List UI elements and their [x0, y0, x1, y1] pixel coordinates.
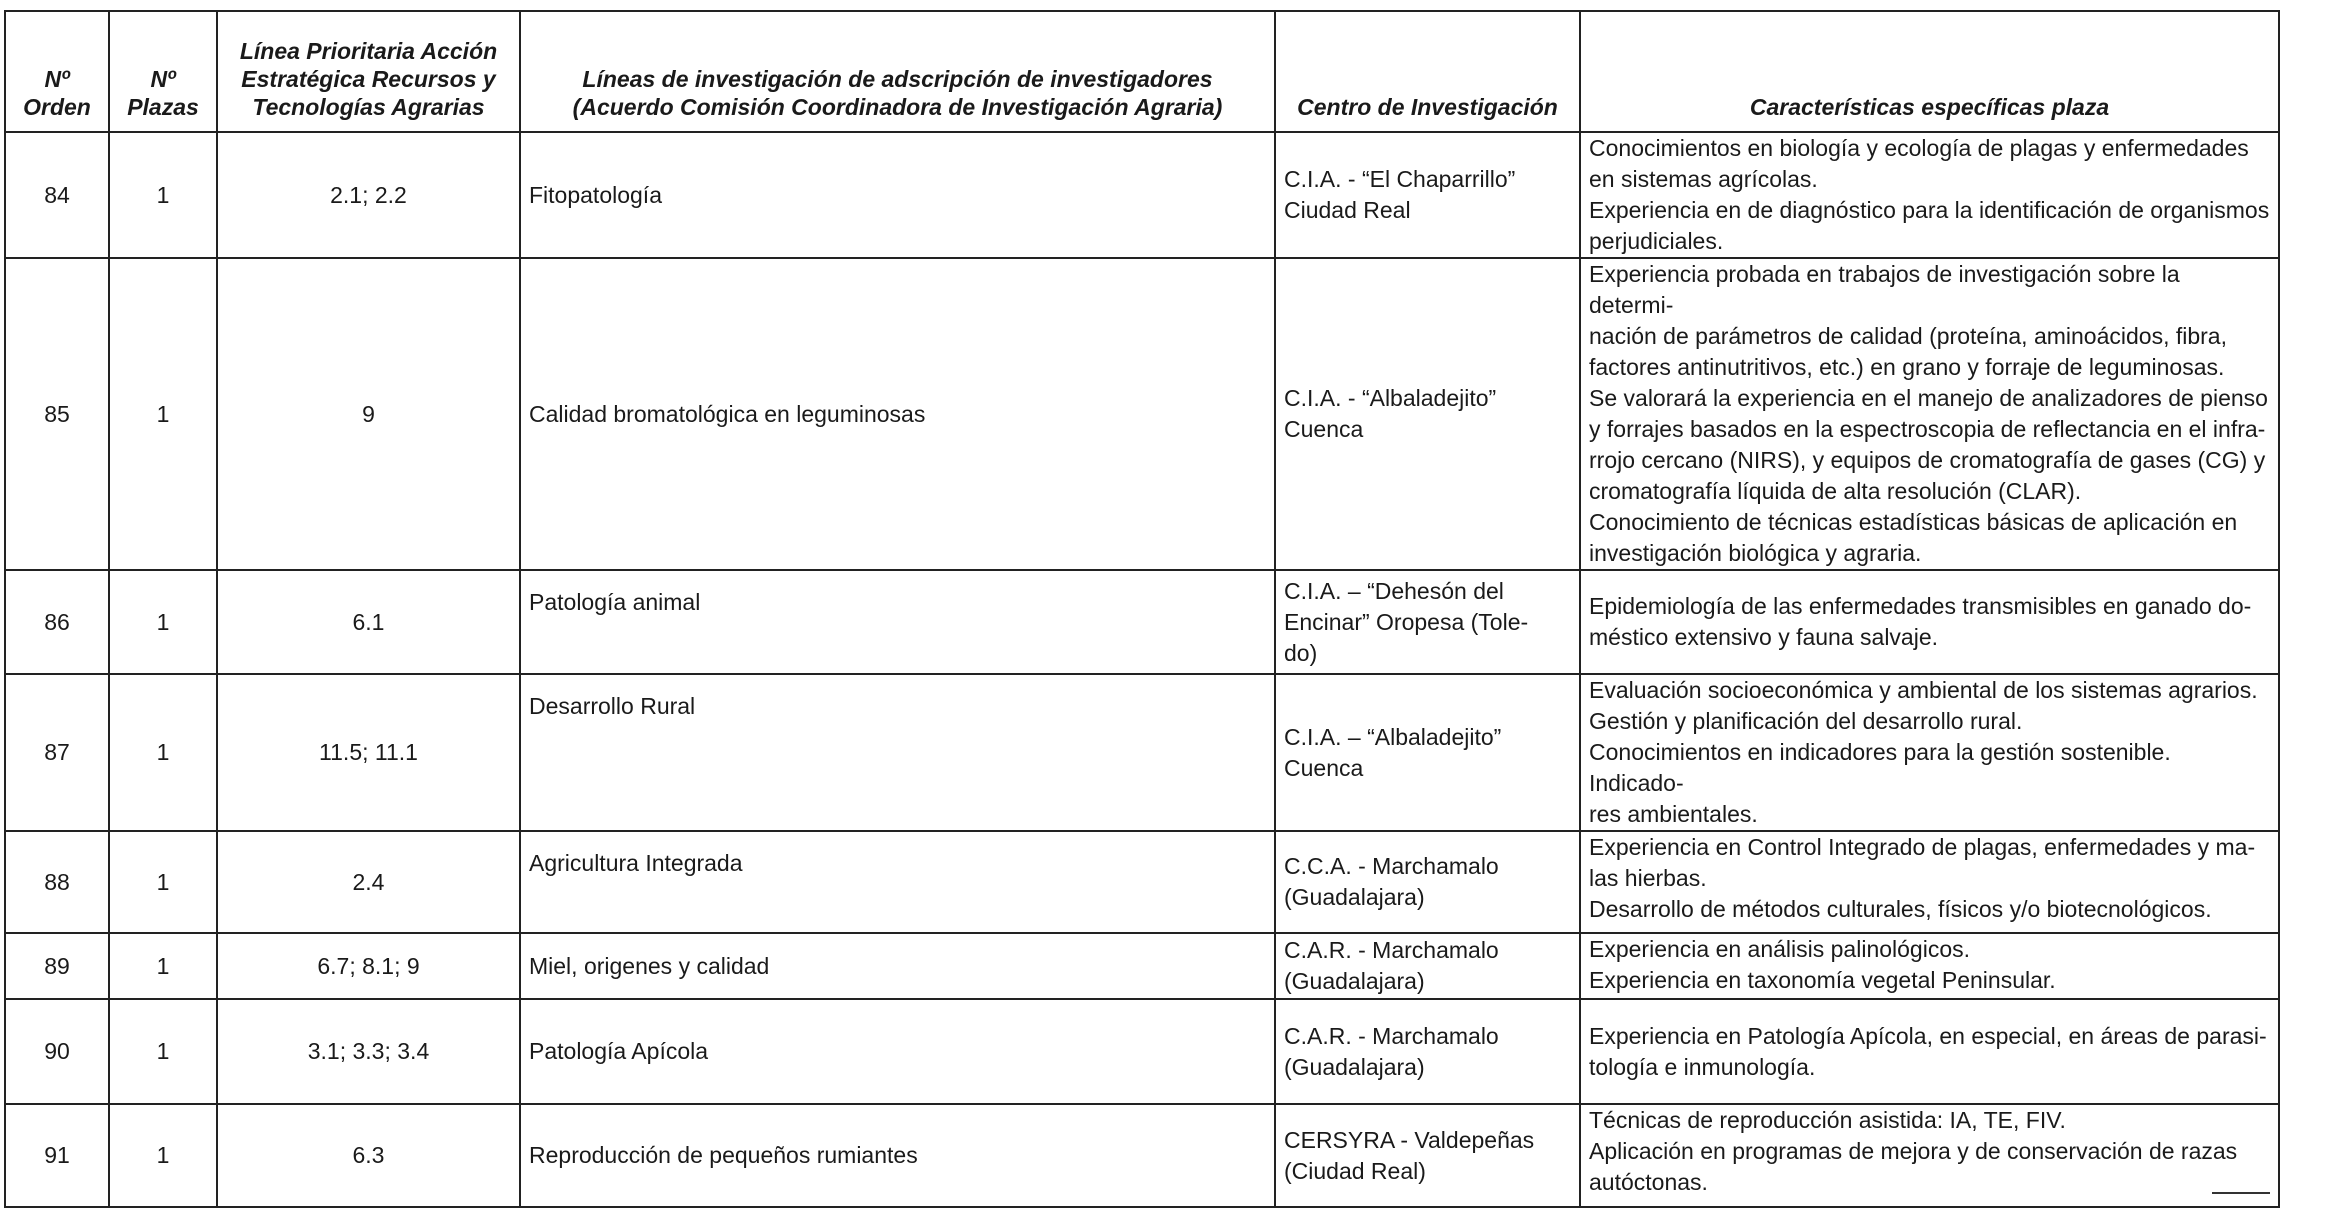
plazas-table [4, 10, 2280, 1208]
cell-orden: 84 [5, 132, 109, 258]
cell-plazas: 1 [109, 831, 217, 933]
cell-caracteristicas: Técnicas de reproducción asistida: IA, TE, FIV. Aplicación en programas de mejora y de conservación de razas autóctonas. [1580, 1104, 2279, 1207]
cell-caracteristicas: Experiencia en Patología Apícola, en especial, en áreas de parasi- tología e inmunología. [1580, 999, 2279, 1104]
cell-orden: 88 [5, 831, 109, 933]
header-linea-prioritaria: Línea Prioritaria Acción Estratégica Recursos y Tecnologías Agrarias [217, 11, 520, 132]
header-lineas-investigacion: Líneas de investigación de adscripción de investigadores (Acuerdo Comisión Coordinadora de Investigación Agraria) [520, 11, 1275, 132]
cell-caracteristicas: Conocimientos en biología y ecología de plagas y enfermedades en sistemas agrícolas. Experiencia en de diagnóstico para la identificación de organismos perjudiciales. [1580, 132, 2279, 258]
table-row [5, 570, 2279, 674]
cell-centro: C.A.R. - Marchamalo (Guadalajara) [1275, 933, 1580, 999]
cell-centro: C.A.R. - Marchamalo (Guadalajara) [1275, 999, 1580, 1104]
cell-centro: C.I.A. - “El Chaparrillo” Ciudad Real [1275, 132, 1580, 258]
cell-centro: CERSYRA - Valdepeñas (Ciudad Real) [1275, 1104, 1580, 1207]
cell-plazas: 1 [109, 674, 217, 831]
cell-orden: 86 [5, 570, 109, 674]
cell-caracteristicas: Experiencia probada en trabajos de investigación sobre la determi- nación de parámetros de calidad (proteína, aminoácidos, fibra, factores antinutritivos, etc.) en grano y forraje de leguminosas. Se valorará la experiencia en el manejo de analizadores de pienso y forrajes basados en la espectroscopia de reflectancia en el infra- rrojo cercano (NIRS), y equipos de cromatografía de gases (CG) y cromatografía líquida de alta resolución (CLAR). Conocimiento de técnicas estadísticas básicas de aplicación en investigación biológica y agraria. [1580, 258, 2279, 570]
table-header-row [5, 11, 2279, 132]
cell-caracteristicas: Experiencia en análisis palinológicos. Experiencia en taxonomía vegetal Peninsular. [1580, 933, 2279, 999]
table-row [5, 258, 2279, 570]
cell-linea-prioritaria: 2.1; 2.2 [217, 132, 520, 258]
cell-linea-prioritaria: 2.4 [217, 831, 520, 933]
cell-linea-prioritaria: 3.1; 3.3; 3.4 [217, 999, 520, 1104]
cell-linea-investigacion: Patología animal [520, 570, 1275, 674]
table-row [5, 674, 2279, 831]
cell-orden: 89 [5, 933, 109, 999]
cell-plazas: 1 [109, 570, 217, 674]
cell-centro: C.I.A. – “Dehesón del Encinar” Oropesa (Tole- do) [1275, 570, 1580, 674]
table-row [5, 132, 2279, 258]
cell-linea-prioritaria: 6.3 [217, 1104, 520, 1207]
cell-orden: 85 [5, 258, 109, 570]
header-centro: Centro de Investigación [1275, 11, 1580, 132]
cell-centro: C.C.A. - Marchamalo (Guadalajara) [1275, 831, 1580, 933]
cell-plazas: 1 [109, 999, 217, 1104]
cell-orden: 87 [5, 674, 109, 831]
cell-plazas: 1 [109, 132, 217, 258]
cell-linea-prioritaria: 9 [217, 258, 520, 570]
trailing-rule [2212, 1192, 2270, 1194]
table-row [5, 999, 2279, 1104]
header-caracteristicas: Características específicas plaza [1580, 11, 2279, 132]
table-row [5, 1104, 2279, 1207]
cell-linea-investigacion: Calidad bromatológica en leguminosas [520, 258, 1275, 570]
cell-plazas: 1 [109, 1104, 217, 1207]
cell-linea-investigacion: Agricultura Integrada [520, 831, 1275, 933]
cell-linea-investigacion: Miel, origenes y calidad [520, 933, 1275, 999]
cell-centro: C.I.A. - “Albaladejito” Cuenca [1275, 258, 1580, 570]
cell-linea-investigacion: Desarrollo Rural [520, 674, 1275, 831]
table-row [5, 933, 2279, 999]
cell-linea-prioritaria: 6.7; 8.1; 9 [217, 933, 520, 999]
cell-plazas: 1 [109, 258, 217, 570]
cell-centro: C.I.A. – “Albaladejito” Cuenca [1275, 674, 1580, 831]
cell-linea-investigacion: Fitopatología [520, 132, 1275, 258]
plazas-table-sheet [4, 10, 2278, 1208]
table-row [5, 831, 2279, 933]
cell-linea-prioritaria: 11.5; 11.1 [217, 674, 520, 831]
cell-caracteristicas: Evaluación socioeconómica y ambiental de los sistemas agrarios. Gestión y planificación del desarrollo rural. Conocimientos en indicadores para la gestión sostenible. Indicado- res ambientales. [1580, 674, 2279, 831]
cell-linea-investigacion: Patología Apícola [520, 999, 1275, 1104]
cell-orden: 91 [5, 1104, 109, 1207]
cell-linea-investigacion: Reproducción de pequeños rumiantes [520, 1104, 1275, 1207]
header-plazas: Nº Plazas [109, 11, 217, 132]
cell-caracteristicas: Experiencia en Control Integrado de plagas, enfermedades y ma- las hierbas. Desarrollo de métodos culturales, físicos y/o biotecnológicos. [1580, 831, 2279, 933]
cell-caracteristicas: Epidemiología de las enfermedades transmisibles en ganado do- méstico extensivo y fauna salvaje. [1580, 570, 2279, 674]
cell-plazas: 1 [109, 933, 217, 999]
header-orden: Nº Orden [5, 11, 109, 132]
cell-linea-prioritaria: 6.1 [217, 570, 520, 674]
cell-orden: 90 [5, 999, 109, 1104]
